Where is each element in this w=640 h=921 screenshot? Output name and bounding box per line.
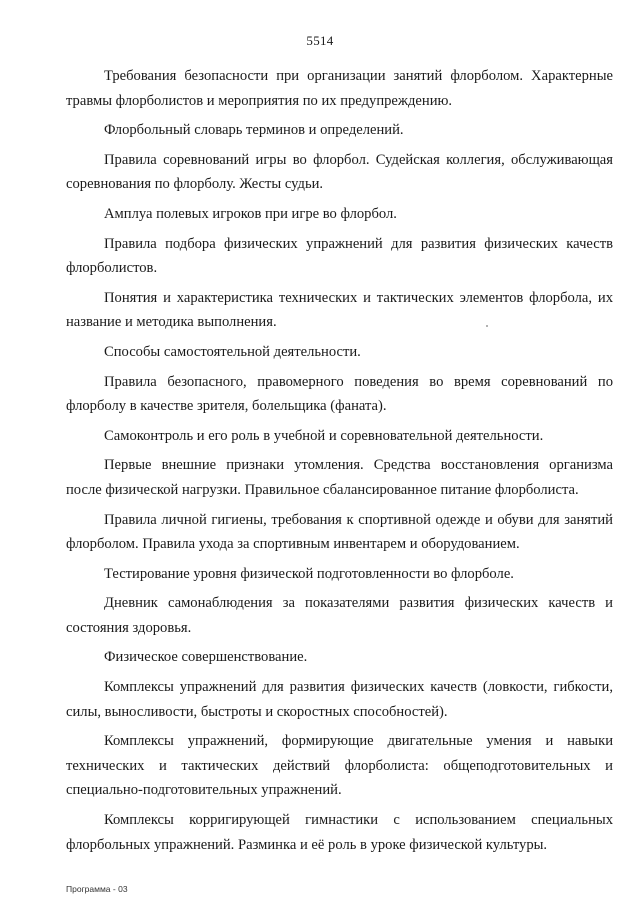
page-number: 5514 — [306, 33, 334, 48]
paragraph-exercise-selection: Правила подбора физических упражнений для развития физических качеств флорболистов. — [66, 235, 613, 277]
paragraph-technical-tactical-elements: Понятия и характеристика технических и тактических элементов флорбола, их название и методика выполнения. — [66, 289, 613, 331]
paragraph-hygiene-equipment: Правила личной гигиены, требования к спортивной одежде и обуви для занятий флорболом. Правила ухода за спортивным инвентарем и оборудованием. — [66, 511, 613, 553]
scan-speck — [486, 325, 488, 327]
paragraph-self-control: Самоконтроль и его роль в учебной и соревновательной деятельности. — [104, 427, 544, 444]
paragraph-fatigue-recovery: Первые внешние признаки утомления. Средства восстановления организма после физической нагрузки. Правильное сбалансированное питание флорболиста. — [66, 457, 613, 498]
page-footer: Программа - 03 — [66, 884, 128, 894]
paragraph-field-player-roles: Амплуа полевых игроков при игре во флорбол. — [104, 205, 397, 222]
paragraph-spectator-behavior: Правила безопасного, правомерного поведения во время соревнований по флорболу в качестве зрителя, болельщика (фаната). — [66, 373, 613, 415]
paragraph-physical-qualities-complexes: Комплексы упражнений для развития физических качеств (ловкости, гибкости, силы, выносливости, быстроты и скоростных способностей). — [66, 679, 613, 720]
paragraph-fitness-testing: Тестирование уровня физической подготовленности во флорболе. — [104, 565, 514, 582]
paragraph-motor-skills-complexes: Комплексы упражнений, формирующие двигательные умения и навыки технических и тактических действий флорболиста: общеподготовительных и специально-подготовительных упражнений. — [66, 733, 613, 799]
paragraph-glossary: Флорбольный словарь терминов и определений. — [104, 122, 404, 139]
paragraph-physical-improvement: Физическое совершенствование. — [104, 649, 308, 666]
paragraph-self-observation-diary: Дневник самонаблюдения за показателями развития физических качеств и состояния здоровья. — [66, 595, 613, 636]
paragraph-independent-activity: Способы самостоятельной деятельности. — [104, 343, 361, 360]
paragraph-safety-requirements: Требования безопасности при организации занятий флорболом. Характерные травмы флорболистов и мероприятия по их предупреждению. — [66, 68, 613, 109]
paragraph-competition-rules: Правила соревнований игры во флорбол. Судейская коллегия, обслуживающая соревнования по флорболу. Жесты судьи. — [66, 151, 613, 193]
document-body — [66, 64, 613, 862]
paragraph-corrective-gymnastics: Комплексы корригирующей гимнастики с использованием специальных флорбольных упражнений. Разминка и её роль в уроке физической культуры. — [66, 812, 613, 853]
